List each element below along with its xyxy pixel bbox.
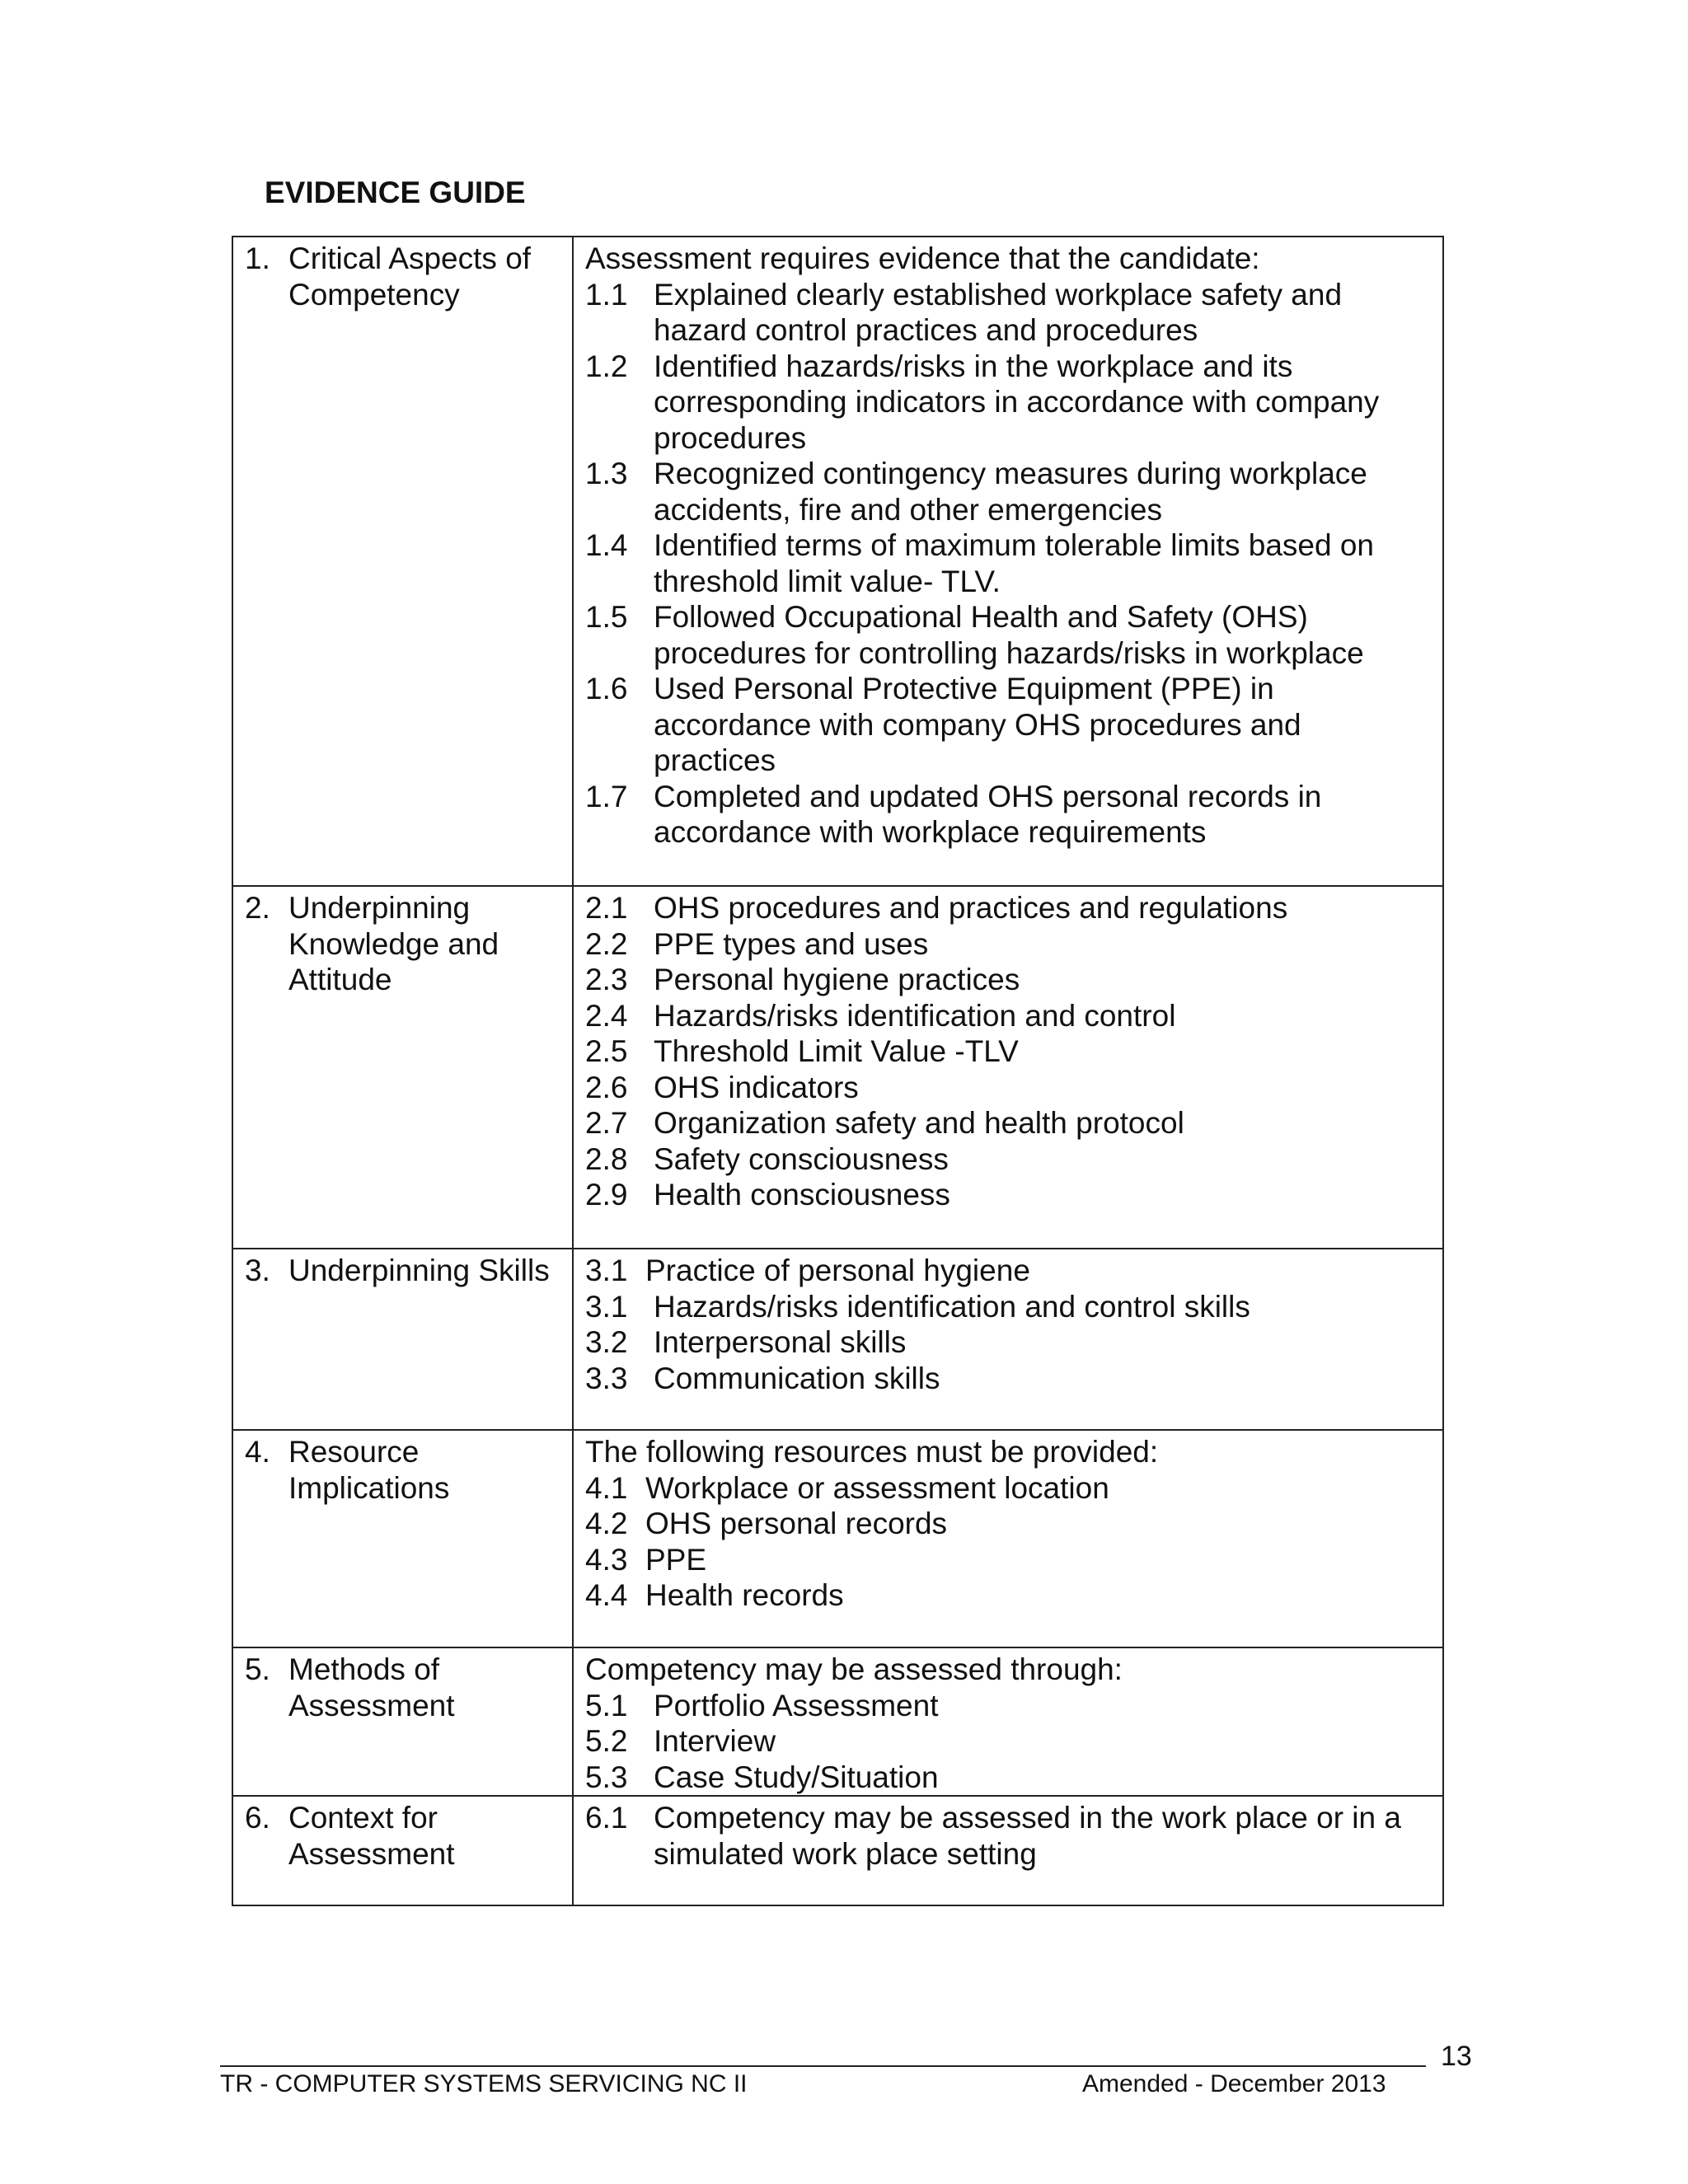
item-number: 1.4 xyxy=(585,528,628,562)
row-label: Methods of Assessment xyxy=(288,1652,455,1722)
item-number: 4.1 xyxy=(585,1470,628,1505)
item-number: 1.1 xyxy=(585,277,628,312)
item-text: Followed Occupational Health and Safety (OHS) procedures for controlling hazards/risks in workplace xyxy=(654,600,1364,670)
list-item xyxy=(585,277,1431,349)
table-row xyxy=(232,1249,1443,1430)
list-item xyxy=(585,1760,1431,1796)
item-text: Practice of personal hygiene xyxy=(645,1254,1030,1287)
item-text: Safety consciousness xyxy=(654,1141,949,1176)
table-row xyxy=(232,1796,1443,1905)
item-text: Personal hygiene practices xyxy=(654,963,1020,996)
item-number: 3.1 xyxy=(585,1254,628,1287)
table-row xyxy=(232,886,1443,1249)
section-heading: EVIDENCE GUIDE xyxy=(265,176,526,209)
list-item xyxy=(585,1577,1431,1614)
list-item xyxy=(585,1289,1431,1325)
row-label-cell xyxy=(232,1796,573,1905)
row-label-cell xyxy=(232,1430,573,1647)
item-number: 2.8 xyxy=(585,1141,628,1176)
list-item xyxy=(585,1177,1431,1213)
item-number: 5.2 xyxy=(585,1724,628,1758)
list-item xyxy=(585,1506,1431,1542)
row-label: Underpinning Knowledge and Attitude xyxy=(288,891,499,996)
item-text: Portfolio Assessment xyxy=(654,1688,939,1722)
list-item xyxy=(585,1253,1431,1289)
evidence-guide-table xyxy=(232,236,1444,1906)
table-row xyxy=(232,1430,1443,1647)
row-label-cell xyxy=(232,1647,573,1796)
list-item xyxy=(585,1688,1431,1724)
list-item xyxy=(585,1141,1431,1178)
list-item xyxy=(585,1723,1431,1760)
row-number: 4. xyxy=(245,1435,270,1469)
row-label: Context for Assessment xyxy=(288,1801,455,1871)
list-item xyxy=(585,1105,1431,1141)
row-label-cell xyxy=(232,1249,573,1430)
item-text: Identified hazards/risks in the workplace and its corresponding indicators in accordance with company procedures xyxy=(654,349,1380,455)
row-content-cell xyxy=(573,1796,1443,1905)
list-item xyxy=(585,890,1431,926)
row-label: Resource Implications xyxy=(288,1435,450,1505)
item-number: 4.2 xyxy=(585,1507,628,1540)
item-number: 3.1 xyxy=(585,1289,628,1324)
list-item xyxy=(585,671,1431,779)
table-row xyxy=(232,237,1443,886)
footer-amendment-date: Amended - December 2013 xyxy=(1082,2070,1386,2097)
item-number: 2.2 xyxy=(585,926,628,961)
item-number: 1.3 xyxy=(585,457,628,490)
item-number: 2.9 xyxy=(585,1178,628,1212)
row-number: 5. xyxy=(245,1652,270,1686)
item-number: 3.2 xyxy=(585,1325,628,1359)
row-content-cell xyxy=(573,1647,1443,1796)
row-number: 1. xyxy=(245,241,270,275)
row-label-cell xyxy=(232,886,573,1249)
item-number: 1.6 xyxy=(585,672,628,705)
item-text: Used Personal Protective Equipment (PPE) in accordance with company OHS procedures and practices xyxy=(654,672,1301,777)
item-text: Organization safety and health protocol xyxy=(654,1106,1184,1140)
item-text: Threshold Limit Value -TLV xyxy=(654,1034,1019,1068)
item-text: Interview xyxy=(654,1724,776,1758)
item-number: 6.1 xyxy=(585,1801,628,1835)
list-item xyxy=(585,1542,1431,1578)
row-intro: Assessment requires evidence that the candidate: xyxy=(585,241,1260,275)
list-item xyxy=(585,1361,1431,1397)
item-text: Recognized contingency measures during workplace accidents, fire and other emergencies xyxy=(654,457,1367,527)
footer-document-title: TR - COMPUTER SYSTEMS SERVICING NC II xyxy=(220,2070,748,2097)
item-number: 3.3 xyxy=(585,1361,628,1395)
item-text: Communication skills xyxy=(654,1361,940,1395)
list-item xyxy=(585,779,1431,851)
item-text: OHS personal records xyxy=(645,1507,948,1540)
page-number: 13 xyxy=(1441,2041,1472,2072)
item-number: 2.4 xyxy=(585,998,628,1033)
list-item xyxy=(585,349,1431,457)
item-text: Health records xyxy=(645,1578,844,1612)
row-content-cell xyxy=(573,886,1443,1249)
item-number: 4.3 xyxy=(585,1542,628,1577)
item-text: Completed and updated OHS personal records in accordance with workplace requirements xyxy=(654,779,1322,849)
item-text: OHS procedures and practices and regulations xyxy=(654,891,1288,925)
item-text: Hazards/risks identification and control xyxy=(654,998,1176,1033)
list-item xyxy=(585,1070,1431,1106)
footer-divider xyxy=(220,2065,1426,2067)
item-text: PPE types and uses xyxy=(654,926,929,961)
item-number: 2.5 xyxy=(585,1034,628,1068)
list-item xyxy=(585,1800,1431,1872)
item-text: Workplace or assessment location xyxy=(645,1470,1109,1505)
item-number: 5.3 xyxy=(585,1760,628,1794)
item-number: 2.3 xyxy=(585,963,628,996)
list-item xyxy=(585,1033,1431,1070)
row-label: Underpinning Skills xyxy=(288,1254,550,1287)
item-number: 1.5 xyxy=(585,600,628,634)
item-text: Case Study/Situation xyxy=(654,1760,939,1794)
item-text: PPE xyxy=(645,1542,707,1577)
list-item xyxy=(585,527,1431,599)
row-content-cell xyxy=(573,1430,1443,1647)
row-content-cell xyxy=(573,1249,1443,1430)
row-label-cell xyxy=(232,237,573,886)
item-number: 5.1 xyxy=(585,1688,628,1722)
row-label: Critical Aspects of Competency xyxy=(288,241,532,312)
row-number: 3. xyxy=(245,1254,270,1287)
item-number: 1.7 xyxy=(585,779,628,813)
list-item xyxy=(585,456,1431,527)
table-row xyxy=(232,1647,1443,1796)
item-number: 2.1 xyxy=(585,891,628,925)
list-item xyxy=(585,998,1431,1034)
row-content-cell xyxy=(573,237,1443,886)
item-text: Explained clearly established workplace safety and hazard control practices and procedures xyxy=(654,277,1343,347)
item-text: Competency may be assessed in the work place or in a simulated work place setting xyxy=(654,1801,1401,1871)
list-item xyxy=(585,1470,1431,1507)
item-number: 1.2 xyxy=(585,349,628,383)
item-text: Identified terms of maximum tolerable limits based on threshold limit value- TLV. xyxy=(654,528,1374,598)
row-intro: The following resources must be provided: xyxy=(585,1435,1159,1469)
item-text: Health consciousness xyxy=(654,1178,950,1212)
row-number: 2. xyxy=(245,891,270,925)
item-text: Interpersonal skills xyxy=(654,1325,907,1359)
row-number: 6. xyxy=(245,1801,270,1835)
item-number: 4.4 xyxy=(585,1578,628,1612)
item-text: Hazards/risks identification and control skills xyxy=(654,1289,1250,1324)
item-number: 2.6 xyxy=(585,1070,628,1104)
list-item xyxy=(585,926,1431,963)
list-item xyxy=(585,962,1431,998)
item-number: 2.7 xyxy=(585,1106,628,1140)
list-item xyxy=(585,599,1431,671)
row-intro: Competency may be assessed through: xyxy=(585,1652,1123,1686)
list-item xyxy=(585,1324,1431,1361)
item-text: OHS indicators xyxy=(654,1070,859,1104)
